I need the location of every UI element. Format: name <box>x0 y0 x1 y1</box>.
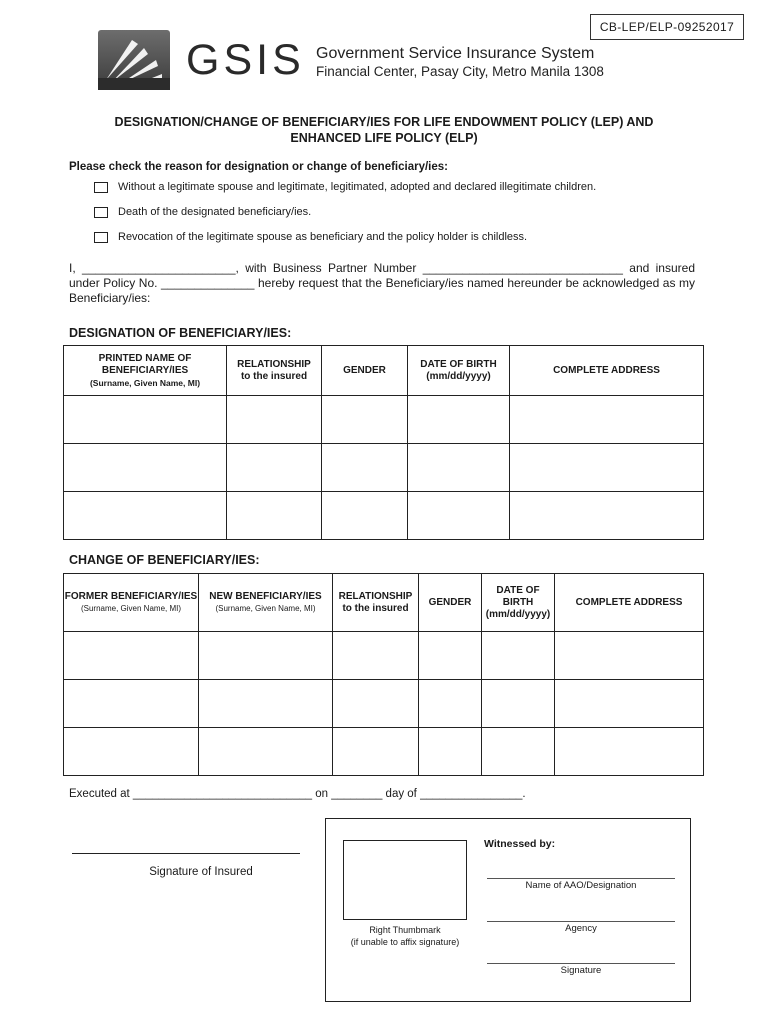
request-statement: I, _______________________, with Business Partner Number ______________________________ and insured under Policy No. ______________ hereby request that the Beneficiary/ies named hereunder be acknowledged as my Beneficiary/ies: <box>69 261 695 305</box>
reason-heading: Please check the reason for designation or change of beneficiary/ies: <box>69 161 448 173</box>
column-header-main: COMPLETE ADDRESS <box>575 596 683 608</box>
witness-name-label: Name of AAO/Designation <box>525 880 637 891</box>
executed-at-line[interactable]: Executed at ____________________________ on ________ day of ________________. <box>69 788 526 800</box>
gsis-sun-logo-icon <box>98 30 170 90</box>
witness-name-line[interactable] <box>487 878 675 879</box>
table-cell[interactable] <box>419 632 482 680</box>
reason-option-label: Death of the designated beneficiary/ies. <box>118 206 312 218</box>
column-header <box>555 574 704 632</box>
table-cell[interactable] <box>64 492 227 540</box>
column-header-sub: (mm/dd/yyyy) <box>426 370 491 382</box>
table-cell[interactable] <box>555 632 704 680</box>
witness-agency-line[interactable] <box>487 921 675 922</box>
table-cell[interactable] <box>199 680 333 728</box>
column-header-main: GENDER <box>428 596 472 608</box>
table-cell[interactable] <box>510 492 704 540</box>
signature-line[interactable] <box>72 853 300 854</box>
column-header <box>322 346 408 396</box>
table-cell[interactable] <box>227 444 322 492</box>
column-header-main: GENDER <box>343 364 386 376</box>
checkbox[interactable] <box>94 232 108 243</box>
table-header-row <box>64 574 704 632</box>
table-cell[interactable] <box>64 444 227 492</box>
checkbox[interactable] <box>94 182 108 193</box>
witness-signature-label: Signature <box>560 965 602 976</box>
reason-option-label: Revocation of the legitimate spouse as beneficiary and the policy holder is childless. <box>118 231 528 243</box>
column-header-sub: (Surname, Given Name, MI) <box>80 604 182 613</box>
reason-option-3[interactable] <box>94 231 527 243</box>
table-cell[interactable] <box>419 728 482 776</box>
change-heading: CHANGE OF BENEFICIARY/IES: <box>69 553 260 567</box>
organization-name: Government Service Insurance System <box>316 45 595 62</box>
table-cell[interactable] <box>333 728 419 776</box>
table-cell[interactable] <box>408 444 510 492</box>
column-header-main: NEW BENEFICIARY/IES <box>209 591 322 602</box>
column-header-sub: (Surname, Given Name, MI) <box>89 377 201 388</box>
witness-agency-label: Agency <box>565 923 597 934</box>
table-cell[interactable] <box>510 396 704 444</box>
change-table <box>63 573 704 776</box>
table-cell[interactable] <box>227 396 322 444</box>
table-row <box>64 492 704 540</box>
table-cell[interactable] <box>482 632 555 680</box>
designation-heading: DESIGNATION OF BENEFICIARY/IES: <box>69 326 292 340</box>
thumbmark-label <box>330 924 480 948</box>
table-cell[interactable] <box>64 680 199 728</box>
table-row <box>64 728 704 776</box>
table-row <box>64 680 704 728</box>
column-header <box>64 346 227 396</box>
reason-option-2[interactable] <box>94 206 311 218</box>
column-header <box>333 574 419 632</box>
table-cell[interactable] <box>199 728 333 776</box>
form-code: CB-LEP/ELP-09252017 <box>590 14 744 40</box>
table-cell[interactable] <box>64 396 227 444</box>
column-header-main: COMPLETE ADDRESS <box>553 364 660 376</box>
form-title <box>84 114 684 146</box>
table-cell[interactable] <box>227 492 322 540</box>
table-cell[interactable] <box>510 444 704 492</box>
table-header-row <box>64 346 704 396</box>
form-title-line-2: ENHANCED LIFE POLICY (ELP) <box>290 131 478 145</box>
column-header <box>419 574 482 632</box>
table-cell[interactable] <box>199 632 333 680</box>
form-title-line-1: DESIGNATION/CHANGE OF BENEFICIARY/IES FOR LIFE ENDOWMENT POLICY (LEP) AND <box>114 115 654 129</box>
column-header-sub: (mm/dd/yyyy) <box>485 608 551 620</box>
table-row <box>64 444 704 492</box>
table-row <box>64 396 704 444</box>
table-cell[interactable] <box>322 396 408 444</box>
column-header-main: PRINTED NAME OF BENEFICIARY/IES <box>98 352 192 376</box>
column-header-sub: to the insured <box>342 602 409 614</box>
table-cell[interactable] <box>555 680 704 728</box>
thumbmark-label-line-2: (if unable to affix signature) <box>350 937 460 947</box>
organization-address: Financial Center, Pasay City, Metro Manila 1308 <box>316 64 604 79</box>
column-header <box>64 574 199 632</box>
logo-wordmark: GSIS <box>186 36 305 84</box>
designation-table <box>63 345 704 540</box>
table-cell[interactable] <box>322 492 408 540</box>
thumbmark-label-line-1: Right Thumbmark <box>369 925 441 935</box>
column-header-main: RELATIONSHIP <box>237 358 311 370</box>
thumbmark-box[interactable] <box>343 840 467 920</box>
checkbox[interactable] <box>94 207 108 218</box>
column-header <box>510 346 704 396</box>
table-cell[interactable] <box>482 680 555 728</box>
signature-label: Signature of Insured <box>149 866 253 878</box>
column-header <box>199 574 333 632</box>
table-cell[interactable] <box>64 632 199 680</box>
table-cell[interactable] <box>408 492 510 540</box>
column-header-main: DATE OF BIRTH <box>496 584 540 608</box>
column-header-sub: (Surname, Given Name, MI) <box>215 604 316 613</box>
column-header-sub: to the insured <box>240 370 308 382</box>
column-header <box>408 346 510 396</box>
table-row <box>64 632 704 680</box>
table-cell[interactable] <box>555 728 704 776</box>
table-cell[interactable] <box>419 680 482 728</box>
column-header <box>227 346 322 396</box>
witness-signature-line[interactable] <box>487 963 675 964</box>
witnessed-by-heading: Witnessed by: <box>484 838 556 850</box>
reason-option-1[interactable] <box>94 181 596 193</box>
column-header <box>482 574 555 632</box>
column-header-main: FORMER BENEFICIARY/IES <box>64 591 198 602</box>
table-cell[interactable] <box>64 728 199 776</box>
table-cell[interactable] <box>322 444 408 492</box>
table-cell[interactable] <box>408 396 510 444</box>
reason-option-label: Without a legitimate spouse and legitimate, legitimated, adopted and declared illegitimate children. <box>118 181 597 193</box>
table-cell[interactable] <box>333 632 419 680</box>
column-header-main: DATE OF BIRTH <box>420 358 497 370</box>
column-header-main: RELATIONSHIP <box>338 590 413 602</box>
table-cell[interactable] <box>482 728 555 776</box>
table-cell[interactable] <box>333 680 419 728</box>
